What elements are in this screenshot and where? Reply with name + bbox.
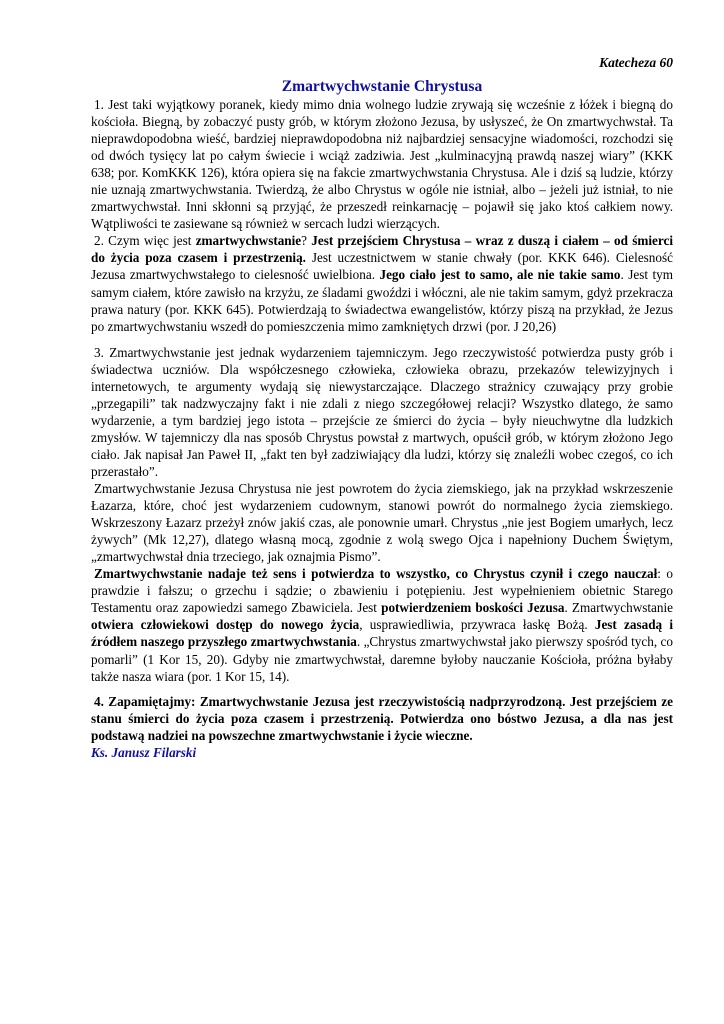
p2-text-1: 2. Czym więc jest xyxy=(94,233,196,249)
p2-bold-2: Jest przejściem Chrystusa – wraz z duszą i ciałem – od śmierci do życia poza czasem i przestrzenią. xyxy=(91,233,673,266)
p5-text-4: . „Chrystus zmartwychwstał jako pierwszy spośród tych, co pomarli” (1 Kor 15, 20). Gdyby nie zmartwychwstał, daremne byłoby nauczanie Kościoła, próżna byłaby także nasza wiara (por. 1 Kor 15, 14). xyxy=(91,634,673,684)
p5-bold-4: Jest zasadą i źródłem naszego przyszłego zmartwychwstania xyxy=(91,617,673,650)
paragraph-3-text: 3. Zmartwychwstanie jest jednak wydarzeniem tajemniczym. Jego rzeczywistość potwierdza pusty grób i świadectwa uczniów. Dla współczesnego człowieka, człowieka obrazu, przekazów telewizyjnych i internetowych, te argumenty wydają się niewystarczające. Dlaczego strażnicy czuwający przy grobie „przegapili” tak nadzwyczajny fakt i nie zdali z niego szczegółowej relacji? Wszystko dlatego, że samo wydarzenie, a tym bardziej jego istota – przejście ze śmierci do życia – były nieuchwytne dla ludzkich zmysłów. W tajemniczy dla nas sposób Chrystus powstał z martwych, opuścił grób, w którym złożono Jego ciało. Jak napisał Jan Paweł II, „fakt ten był zadziwiający dla ludzi, którzy się znaleźli wobec czegoś, co ich przerastało”. xyxy=(91,344,673,479)
paragraph-4-text: Zmartwychwstanie Jezusa Chrystusa nie jest powrotem do życia ziemskiego, jak na przykład wskrzeszenie Łazarza, które, choć jest wydarzeniem cudownym, stanowi powrót do normalnego życia ziemskiego. Wskrzeszony Łazarz przeżył znów jakiś czas, ale ponownie umarł. Chrystus „nie jest Bogiem umarłych, lecz żywych” (Mk 12,27), dlatego własną mocą, zgodnie z wolą swego Ojca i napełniony Duchem Świętym, „zmartwychwstał dnia trzeciego, jak oznajmia Pismo”. xyxy=(91,481,673,565)
document-page xyxy=(91,54,673,761)
paragraph-5 xyxy=(91,565,673,684)
p2-bold-3: Jego ciało jest to samo, ale nie takie samo xyxy=(379,267,621,283)
p5-text-1: : o prawdzie i fałszu; o grzechu i sądzie; o zbawieniu i potępieniu. Jest wypełnieniem obietnic Starego Testamentu oraz zapowiedzi samego Zbawiciela. Jest xyxy=(91,566,673,616)
summary-text: 4. Zapamiętajmy: Zmartwychwstanie Jezusa jest rzeczywistością nadprzyrodzoną. Jest przejściem ze stanu śmierci do życia poza czasem i przestrzenią. Potwierdza ono bóstwo Jezusa, a dla nas jest podstawą nadziei na powszechne zmartwychwstanie i życie wieczne. xyxy=(91,693,673,743)
p5-bold-1: Zmartwychwstanie nadaje też sens i potwierdza to wszystko, co Chrystus czynił i czego nauczał xyxy=(94,566,658,582)
author-signature: Ks. Janusz Filarski xyxy=(91,744,197,760)
p5-bold-2: potwierdzeniem boskości Jezusa xyxy=(381,600,565,616)
p5-bold-3: otwiera człowiekowi dostęp do nowego życia xyxy=(91,617,360,633)
p2-text-4: . Jest tym samym ciałem, które zawisło na krzyżu, ze śladami gwoździ i włóczni, ale nie takim samym, gdyż przekracza prawa natury (por. KKK 645). Potwierdzają to świadectwa ewangelistów, którzy piszą na przykład, że Jezus po zmartwychwstaniu wszedł do pomieszczenia mimo zamkniętych drzwi (por. J 20,26) xyxy=(91,267,674,334)
catechesis-number: Katecheza 60 xyxy=(599,55,673,70)
paragraph-3 xyxy=(91,344,673,480)
paragraph-1-text: 1. Jest taki wyjątkowy poranek, kiedy mimo dnia wolnego ludzie zrywają się wcześnie z łóżek i biegną do kościoła. Biegną, by zobaczyć pusty grób, w którym złożono Jezusa, by usłyszeć, że On zmartwychwstał. Ta nieprawdopodobna wieść, bardziej nieprawdopodobna niż najbardziej sensacyjne wiadomości, rozchodzi się od dwóch tysięcy lat po całym świecie i wciąż zadziwia. Jest „kulminacyjną prawdą naszej wiary” (KKK 638; por. KomKKK 126), która opiera się na fakcie zmartwychwstania Chrystusa. Ale i dziś są ludzie, którzy nie uznają zmartwychwstania. Twierdzą, że albo Chrystus w ogóle nie istniał, albo – jeżeli już istniał, to nie zmartwychwstał. Inni skłonni są przyjąć, że przeszedł reinkarnację – pojawił się jako ktoś całkiem nowy. Wątpliwości te zasiewane są również w sercach ludzi wierzących. xyxy=(91,97,673,232)
p2-text-3: Jest uczestnictwem w stanie chwały (por. KKK 646). Cielesność Jezusa zmartwychwstałego to cielesność uwielbiona. xyxy=(91,250,673,283)
document-title: Zmartwychwstanie Chrystusa xyxy=(281,78,483,95)
paragraph-1 xyxy=(91,96,673,232)
paragraph-4 xyxy=(91,480,673,565)
p2-text-2: ? xyxy=(301,233,312,249)
p2-bold-1: zmartwychwstanie xyxy=(195,233,302,249)
p5-text-3: , usprawiedliwia, przywraca łaskę Bożą. xyxy=(359,617,595,633)
paragraph-2 xyxy=(91,232,673,334)
p5-text-2: . Zmartwychwstanie xyxy=(564,600,673,616)
paragraph-summary xyxy=(91,693,673,744)
